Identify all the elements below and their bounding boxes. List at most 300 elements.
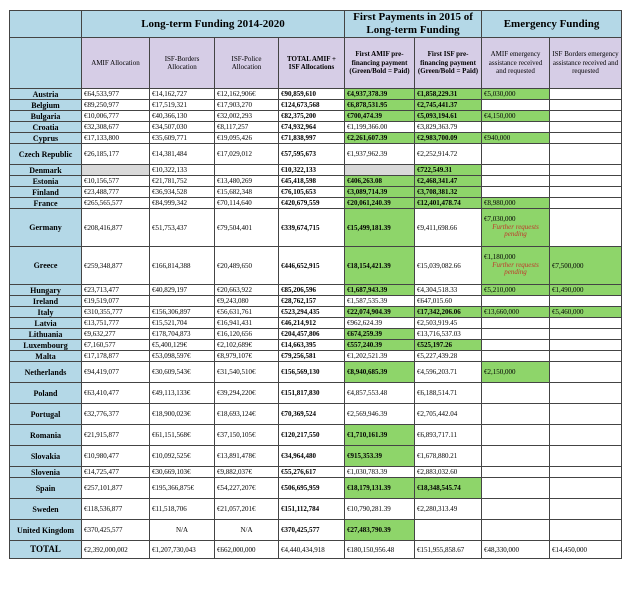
cell-total: €90,859,610 (279, 89, 345, 100)
cell-isfb: €166,814,388 (150, 247, 215, 285)
cell-amif: €310,355,777 (82, 307, 150, 318)
cell-amif: €370,425,577 (82, 520, 150, 541)
cell-isfb: €156,306,897 (150, 307, 215, 318)
cell-isfp: €31,540,510€ (215, 362, 279, 383)
cell-ef-amif (482, 329, 550, 340)
cell-total: €124,673,568 (279, 100, 345, 111)
total-ef-amif: €48,330,000 (482, 541, 550, 559)
cell-total: €370,425,577 (279, 520, 345, 541)
cell-amif: €10,156,577 (82, 176, 150, 187)
table-row (10, 285, 622, 296)
cell-fp-isf: €4,596,203.71 (415, 362, 482, 383)
table-row (10, 318, 622, 329)
cell-ef-isf: €5,460,000 (550, 307, 622, 318)
cell-ef-amif (482, 296, 550, 307)
cell-isfp: €9,243,080 (215, 296, 279, 307)
cell-fp-amif: €2,261,607.39 (345, 133, 415, 144)
table-row (10, 446, 622, 467)
cell-fp-isf: €3,829,363.79 (415, 122, 482, 133)
col-amif: AMIF Allocation (82, 38, 150, 89)
country-name: Germany (10, 209, 82, 247)
cell-fp-isf: €12,401,478.74 (415, 198, 482, 209)
cell-fp-amif: €1,587,535.39 (345, 296, 415, 307)
country-name: Greece (10, 247, 82, 285)
cell-isfb: €35,609,771 (150, 133, 215, 144)
cell-fp-isf: €18,348,545.74 (415, 478, 482, 499)
cell-ef-amif: €5,030,000 (482, 89, 550, 100)
cell-ef-amif (482, 446, 550, 467)
cell-ef-amif (482, 209, 550, 247)
cell-isfb: €21,781,752 (150, 176, 215, 187)
country-name: United Kingdom (10, 520, 82, 541)
cell-isfb: €40,829,197 (150, 285, 215, 296)
country-name: France (10, 198, 82, 209)
total-total: €4,440,434,918 (279, 541, 345, 559)
cell-fp-isf: €2,252,914.72 (415, 144, 482, 165)
cell-ef-isf (550, 467, 622, 478)
cell-total: €420,679,559 (279, 198, 345, 209)
cell-ef-amif (482, 478, 550, 499)
cell-isfp: €15,682,348 (215, 187, 279, 198)
table-row (10, 404, 622, 425)
cell-amif: €17,178,877 (82, 351, 150, 362)
emergency-amount: €1,180,000 (484, 253, 516, 262)
country-name: Denmark (10, 165, 82, 176)
cell-total: €74,932,964 (279, 122, 345, 133)
cell-fp-amif: €700,474.39 (345, 111, 415, 122)
cell-fp-isf: €13,716,537.03 (415, 329, 482, 340)
cell-ef-isf (550, 111, 622, 122)
cell-isfp: €8,117,257 (215, 122, 279, 133)
cell-amif: €9,632,277 (82, 329, 150, 340)
cell-isfb: €61,151,568€ (150, 425, 215, 446)
country-name: Luxembourg (10, 340, 82, 351)
cell-fp-amif: €1,030,783.39 (345, 467, 415, 478)
cell-isfb: €30,669,103€ (150, 467, 215, 478)
cell-amif: €21,915,877 (82, 425, 150, 446)
cell-isfb: €10,092,525€ (150, 446, 215, 467)
country-name: Slovenia (10, 467, 82, 478)
col-isf-police: ISF-Police Allocation (215, 38, 279, 89)
cell-fp-amif: €4,937,378.39 (345, 89, 415, 100)
cell-total: €523,294,435 (279, 307, 345, 318)
cell-fp-amif: €1,710,161.39 (345, 425, 415, 446)
cell-isfp: €2,102,689€ (215, 340, 279, 351)
cell-ef-isf (550, 209, 622, 247)
cell-ef-amif (482, 351, 550, 362)
cell-isfb: €14,162,727 (150, 89, 215, 100)
cell-fp-amif: €962,624.39 (345, 318, 415, 329)
cell-ef-amif (482, 122, 550, 133)
col-total: TOTAL AMIF + ISF Allocations (279, 38, 345, 89)
cell-isfp: €20,663,922 (215, 285, 279, 296)
cell-ef-amif (482, 187, 550, 198)
cell-ef-isf (550, 383, 622, 404)
cell-ef-isf (550, 404, 622, 425)
cell-fp-amif: €2,569,946.39 (345, 404, 415, 425)
country-name: Netherlands (10, 362, 82, 383)
cell-isfb: €84,999,342 (150, 198, 215, 209)
cell-isfp: €39,294,220€ (215, 383, 279, 404)
corner-cell-2 (10, 38, 82, 89)
cell-isfp: €17,029,012 (215, 144, 279, 165)
cell-isfp: €79,504,401 (215, 209, 279, 247)
cell-total: €151,817,830 (279, 383, 345, 404)
cell-ef-isf (550, 122, 622, 133)
total-row (10, 541, 622, 559)
country-name: Hungary (10, 285, 82, 296)
col-emergency-amif: AMIF emergency assistance received and requested (482, 38, 550, 89)
cell-isfp: €9,882,037€ (215, 467, 279, 478)
cell-fp-amif: €27,483,790.39 (345, 520, 415, 541)
corner-cell (10, 11, 82, 38)
cell-fp-amif: €1,199,366.00 (345, 122, 415, 133)
cell-fp-amif: €18,154,421.39 (345, 247, 415, 285)
cell-isfp (215, 165, 279, 176)
cell-total: €45,418,598 (279, 176, 345, 187)
table-row (10, 133, 622, 144)
cell-ef-isf (550, 362, 622, 383)
cell-isfb: €178,704,873 (150, 329, 215, 340)
cell-isfp: €19,095,426 (215, 133, 279, 144)
country-name: Latvia (10, 318, 82, 329)
cell-isfp: €12,162,906€ (215, 89, 279, 100)
cell-fp-amif: €674,259.39 (345, 329, 415, 340)
country-name: Czech Republic (10, 144, 82, 165)
table-row (10, 144, 622, 165)
cell-fp-amif: €557,240.39 (345, 340, 415, 351)
country-name: Romania (10, 425, 82, 446)
table-row (10, 89, 622, 100)
cell-fp-isf: €2,503,919.45 (415, 318, 482, 329)
table-row (10, 467, 622, 478)
cell-ef-isf (550, 425, 622, 446)
cell-fp-isf: €2,745,441.37 (415, 100, 482, 111)
cell-amif: €23,713,477 (82, 285, 150, 296)
cell-fp-isf: €17,342,206.06 (415, 307, 482, 318)
cell-ef-amif (482, 425, 550, 446)
cell-amif: €89,250,977 (82, 100, 150, 111)
cell-isfb: €15,521,704 (150, 318, 215, 329)
cell-ef-isf (550, 133, 622, 144)
cell-fp-isf: €2,983,700.09 (415, 133, 482, 144)
country-name: Cyprus (10, 133, 82, 144)
cell-ef-amif (482, 340, 550, 351)
cell-isfp: N/A (215, 520, 279, 541)
cell-ef-amif: €4,150,000 (482, 111, 550, 122)
cell-fp-amif (345, 165, 415, 176)
cell-total: €14,663,395 (279, 340, 345, 351)
table-row (10, 329, 622, 340)
cell-ef-amif (482, 100, 550, 111)
cell-isfb: €49,113,133€ (150, 383, 215, 404)
cell-ef-isf (550, 144, 622, 165)
cell-fp-amif: €18,179,131.39 (345, 478, 415, 499)
total-fp-amif: €180,150,956.48 (345, 541, 415, 559)
cell-amif: €265,565,577 (82, 198, 150, 209)
cell-total: €151,112,784 (279, 499, 345, 520)
cell-total: €28,762,157 (279, 296, 345, 307)
cell-amif: €26,185,177 (82, 144, 150, 165)
table-row (10, 176, 622, 187)
cell-total: €446,652,915 (279, 247, 345, 285)
table-row (10, 478, 622, 499)
pending-note: Further requests pending (492, 222, 539, 239)
cell-total: €55,276,617 (279, 467, 345, 478)
cell-isfb: N/A (150, 520, 215, 541)
table-row (10, 198, 622, 209)
cell-total: €79,256,581 (279, 351, 345, 362)
cell-amif: €13,751,777 (82, 318, 150, 329)
cell-total: €82,375,200 (279, 111, 345, 122)
cell-isfb: €40,366,130 (150, 111, 215, 122)
cell-fp-isf: €5,093,194.61 (415, 111, 482, 122)
cell-amif: €23,488,777 (82, 187, 150, 198)
table-row (10, 247, 622, 285)
total-isfb: €1,207,730,043 (150, 541, 215, 559)
total-ef-isf: €14,450,000 (550, 541, 622, 559)
total-fp-isf: €151,955,858.67 (415, 541, 482, 559)
cell-amif: €259,348,877 (82, 247, 150, 285)
table-row (10, 296, 622, 307)
cell-amif: €10,980,477 (82, 446, 150, 467)
country-name: Italy (10, 307, 82, 318)
cell-ef-isf (550, 318, 622, 329)
cell-fp-amif: €8,940,685.39 (345, 362, 415, 383)
cell-total: €204,457,806 (279, 329, 345, 340)
col-first-isf: First ISF pre-financing payment (Green/Bold = Paid) (415, 38, 482, 89)
cell-total: €71,838,997 (279, 133, 345, 144)
table-row (10, 362, 622, 383)
cell-isfb: €5,400,129€ (150, 340, 215, 351)
cell-total: €70,369,524 (279, 404, 345, 425)
col-emergency-isf: ISF Borders emergency assistance received and requested (550, 38, 622, 89)
cell-amif: €118,536,877 (82, 499, 150, 520)
cell-fp-isf: €15,039,082.66 (415, 247, 482, 285)
cell-fp-isf: €2,883,032.60 (415, 467, 482, 478)
country-name: Malta (10, 351, 82, 362)
cell-fp-amif: €1,687,943.39 (345, 285, 415, 296)
cell-ef-amif: €13,660,000 (482, 307, 550, 318)
cell-ef-amif (482, 404, 550, 425)
cell-amif: €32,308,677 (82, 122, 150, 133)
cell-isfp: €54,227,207€ (215, 478, 279, 499)
cell-isfb: €11,518,706 (150, 499, 215, 520)
header-emergency: Emergency Funding (482, 11, 622, 38)
cell-total: €85,206,596 (279, 285, 345, 296)
country-name: Finland (10, 187, 82, 198)
cell-ef-amif (482, 318, 550, 329)
cell-ef-amif (482, 383, 550, 404)
total-isfp: €662,000,000 (215, 541, 279, 559)
cell-fp-amif: €3,089,714.39 (345, 187, 415, 198)
cell-isfb: €14,381,484 (150, 144, 215, 165)
table-row (10, 209, 622, 247)
cell-isfb (150, 296, 215, 307)
table-row (10, 340, 622, 351)
country-name: Austria (10, 89, 82, 100)
header-long-term: Long-term Funding 2014-2020 (82, 11, 345, 38)
cell-ef-isf (550, 100, 622, 111)
country-name: Slovakia (10, 446, 82, 467)
cell-ef-amif (482, 144, 550, 165)
cell-ef-isf (550, 329, 622, 340)
table-row (10, 165, 622, 176)
cell-fp-isf (415, 520, 482, 541)
total-amif: €2,392,000,002 (82, 541, 150, 559)
emergency-amount: €7,030,000 (484, 215, 516, 224)
cell-isfb: €34,507,030 (150, 122, 215, 133)
cell-ef-amif: €5,210,000 (482, 285, 550, 296)
cell-isfp: €37,150,105€ (215, 425, 279, 446)
cell-ef-amif: €8,980,000 (482, 198, 550, 209)
cell-isfp: €16,941,431 (215, 318, 279, 329)
table-row (10, 383, 622, 404)
cell-fp-amif: €15,499,181.39 (345, 209, 415, 247)
cell-fp-amif: €6,878,531.95 (345, 100, 415, 111)
cell-isfp: €32,002,293 (215, 111, 279, 122)
cell-ef-amif (482, 499, 550, 520)
cell-amif: €208,416,877 (82, 209, 150, 247)
country-name: Estonia (10, 176, 82, 187)
cell-ef-isf (550, 446, 622, 467)
cell-ef-isf (550, 478, 622, 499)
country-name: Belgium (10, 100, 82, 111)
cell-total: €46,214,912 (279, 318, 345, 329)
cell-ef-amif (482, 467, 550, 478)
pending-note: Further requests pending (492, 260, 539, 277)
cell-ef-amif (482, 247, 550, 285)
cell-fp-amif: €22,074,904.39 (345, 307, 415, 318)
cell-ef-amif (482, 176, 550, 187)
table-row (10, 425, 622, 446)
country-name: Croatia (10, 122, 82, 133)
table-row (10, 499, 622, 520)
cell-fp-isf: €647,015.60 (415, 296, 482, 307)
country-name: Sweden (10, 499, 82, 520)
cell-ef-isf (550, 340, 622, 351)
cell-total: €506,695,959 (279, 478, 345, 499)
table-row (10, 122, 622, 133)
country-name: Ireland (10, 296, 82, 307)
cell-isfp: €18,693,124€ (215, 404, 279, 425)
cell-ef-isf (550, 351, 622, 362)
cell-isfb: €51,753,437 (150, 209, 215, 247)
cell-total: €76,105,653 (279, 187, 345, 198)
country-name: Poland (10, 383, 82, 404)
cell-fp-isf: €6,188,514.71 (415, 383, 482, 404)
cell-isfb: €53,098,597€ (150, 351, 215, 362)
header-first-payments: First Payments in 2015 of Long-term Funding (345, 11, 482, 38)
cell-fp-isf: €5,227,439.28 (415, 351, 482, 362)
cell-fp-isf: €1,678,880.21 (415, 446, 482, 467)
cell-fp-isf: €2,468,341.47 (415, 176, 482, 187)
cell-isfb: €17,519,321 (150, 100, 215, 111)
cell-ef-isf (550, 187, 622, 198)
country-name: Lithuania (10, 329, 82, 340)
cell-total: €10,322,133 (279, 165, 345, 176)
col-isf-borders: ISF-Borders Allocation (150, 38, 215, 89)
total-label: TOTAL (10, 541, 82, 559)
cell-isfp: €17,903,270 (215, 100, 279, 111)
cell-isfp: €13,480,269 (215, 176, 279, 187)
cell-isfp: €56,631,761 (215, 307, 279, 318)
country-name: Portugal (10, 404, 82, 425)
funding-table (9, 10, 622, 559)
cell-isfb: €30,609,543€ (150, 362, 215, 383)
cell-ef-isf (550, 499, 622, 520)
cell-fp-isf: €525,197.26 (415, 340, 482, 351)
cell-ef-amif (482, 165, 550, 176)
cell-isfb: €18,900,023€ (150, 404, 215, 425)
cell-fp-isf: €3,708,381.32 (415, 187, 482, 198)
country-name: Bulgaria (10, 111, 82, 122)
cell-isfb: €36,934,528 (150, 187, 215, 198)
cell-ef-amif (482, 520, 550, 541)
table-row (10, 351, 622, 362)
cell-ef-amif: €940,000 (482, 133, 550, 144)
cell-amif: €10,006,777 (82, 111, 150, 122)
cell-fp-isf: €722,549.31 (415, 165, 482, 176)
cell-isfp: €20,489,650 (215, 247, 279, 285)
cell-total: €339,674,715 (279, 209, 345, 247)
table-row (10, 111, 622, 122)
country-name: Spain (10, 478, 82, 499)
cell-ef-isf (550, 520, 622, 541)
cell-fp-amif: €915,353.39 (345, 446, 415, 467)
cell-isfp: €8,979,107€ (215, 351, 279, 362)
cell-fp-isf: €1,858,229.31 (415, 89, 482, 100)
cell-isfp: €70,114,640 (215, 198, 279, 209)
cell-total: €120,217,550 (279, 425, 345, 446)
cell-fp-isf: €2,705,442.04 (415, 404, 482, 425)
table-row (10, 100, 622, 111)
cell-fp-amif: €20,061,240.39 (345, 198, 415, 209)
cell-fp-amif: €10,790,281.39 (345, 499, 415, 520)
cell-isfp: €13,891,478€ (215, 446, 279, 467)
cell-ef-isf (550, 198, 622, 209)
cell-amif: €14,725,477 (82, 467, 150, 478)
cell-ef-amif: €2,150,000 (482, 362, 550, 383)
table-row (10, 520, 622, 541)
cell-amif: €7,160,577 (82, 340, 150, 351)
cell-total: €57,595,673 (279, 144, 345, 165)
cell-amif: €94,419,077 (82, 362, 150, 383)
cell-ef-isf (550, 296, 622, 307)
cell-isfp: €21,057,201€ (215, 499, 279, 520)
cell-fp-isf: €9,411,698.66 (415, 209, 482, 247)
cell-fp-isf: €2,280,313.49 (415, 499, 482, 520)
cell-amif: €32,776,377 (82, 404, 150, 425)
cell-amif: €17,133,800 (82, 133, 150, 144)
cell-fp-amif: €4,857,553.48 (345, 383, 415, 404)
cell-isfb: €195,366,875€ (150, 478, 215, 499)
cell-fp-amif: €1,937,962.39 (345, 144, 415, 165)
cell-fp-amif: €406,263.08 (345, 176, 415, 187)
table-row (10, 307, 622, 318)
cell-amif: €64,533,977 (82, 89, 150, 100)
cell-amif: €257,101,877 (82, 478, 150, 499)
cell-amif: €19,519,077 (82, 296, 150, 307)
cell-fp-isf: €6,893,717.11 (415, 425, 482, 446)
cell-fp-isf: €4,304,518.33 (415, 285, 482, 296)
cell-isfb: €10,322,133 (150, 165, 215, 176)
cell-total: €34,964,480 (279, 446, 345, 467)
table-row (10, 187, 622, 198)
cell-ef-isf: €1,490,000 (550, 285, 622, 296)
cell-ef-isf (550, 89, 622, 100)
cell-ef-isf (550, 176, 622, 187)
